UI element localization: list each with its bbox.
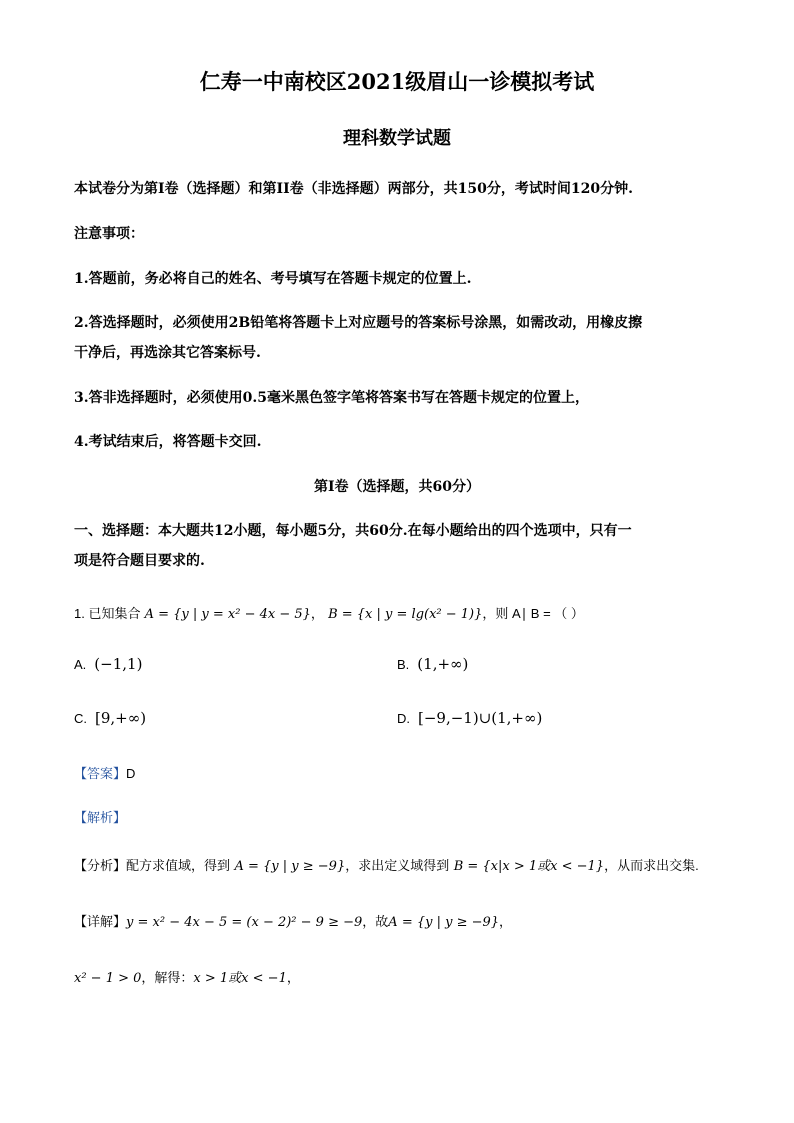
analysis-tag: 【解析】 [74,810,127,825]
notice-item-4: 4.考试结束后，将答题卡交回. [74,434,262,450]
xiangjie-formula-1: y = x² − 4x − 5 = (x − 2)² − 9 ≥ −9 [126,915,363,930]
section-heading: 第I卷（选择题，共60分） [313,479,481,495]
notice-heading: 注意事项： [74,226,144,242]
option-a-value: (−1,1) [94,655,143,673]
fenxi-formula-2: B = {x|x > 1或x < −1} [453,859,605,874]
section-instruction-2: 项是符合题目要求的. [74,553,205,569]
fenxi-text-3: ，从而求出交集. [604,858,699,873]
option-a [74,655,142,673]
section-instruction-1: 一、选择题：本大题共12小题，每小题5分，共60分.在每小题给出的四个选项中，只有一 [74,523,632,539]
fenxi-line [74,855,699,874]
xiangjie-tag: 【详解】 [74,914,127,929]
question-1-ask: ，则 A∣ B = （ ） [482,606,584,621]
option-c-label: C. [74,711,87,726]
fenxi-tag: 【分析】 [74,858,127,873]
question-1-comma: ， [310,606,324,621]
question-1-set-a: A = {y | y = x² − 4x − 5} [144,607,311,622]
option-c [74,709,146,727]
answer-value: D [126,766,136,781]
option-b [397,655,468,673]
exam-intro: 本试卷分为第I卷（选择题）和第II卷（非选择题）两部分，共150分，考试时间120分钟. [74,181,633,197]
exam-title: 仁寿一中南校区2021级眉山一诊模拟考试 [199,69,595,94]
notice-item-3: 3.答非选择题时，必须使用0.5毫米黑色签字笔将答案书写在答题卡规定的位置上， [74,390,589,406]
fenxi-text-1: 配方求值域，得到 [126,858,231,873]
xiangjie-text-1: ，故 [362,914,389,929]
option-d-value: [−9,−1)∪(1,+∞) [418,709,543,727]
xiangjie-formula-2: A = {y | y ≥ −9} [388,915,500,930]
answer-line [74,763,135,782]
option-b-label: B. [397,657,410,672]
answer-tag: 【答案】 [74,766,127,781]
fenxi-text-2: ，求出定义域得到 [345,858,450,873]
option-d-label: D. [397,711,410,726]
xiangjie-line2-formula-2: x > 1或x < −1 [193,971,287,986]
xiangjie-line2-text: ，解得： [141,970,194,985]
xiangjie-line [74,911,512,930]
xiangjie-text-2: ， [499,914,513,929]
question-1-set-b: B = {x | y = lg(x² − 1)} [328,607,483,622]
xiangjie-line2-end: ， [286,970,300,985]
notice-item-1: 1.答题前，务必将自己的姓名、考号填写在答题卡规定的位置上. [74,271,472,287]
notice-item-2-cont: 干净后，再选涂其它答案标号. [74,345,261,361]
option-c-value: [9,+∞) [95,709,147,727]
notice-item-2: 2.答选择题时，必须使用2B铅笔将答题卡上对应题号的答案标号涂黑，如需改动，用橡皮擦 [74,315,643,331]
option-a-label: A. [74,657,87,672]
xiangjie-line-2 [74,967,300,986]
xiangjie-line2-formula-1: x² − 1 > 0 [74,971,142,986]
analysis-line [74,807,126,826]
option-d [397,709,542,727]
exam-subtitle: 理科数学试题 [343,128,451,149]
question-1-prefix: 1. 已知集合 [74,606,141,621]
option-b-value: (1,+∞) [417,655,469,673]
fenxi-formula-1: A = {y | y ≥ −9} [234,859,346,874]
question-1 [74,603,584,622]
